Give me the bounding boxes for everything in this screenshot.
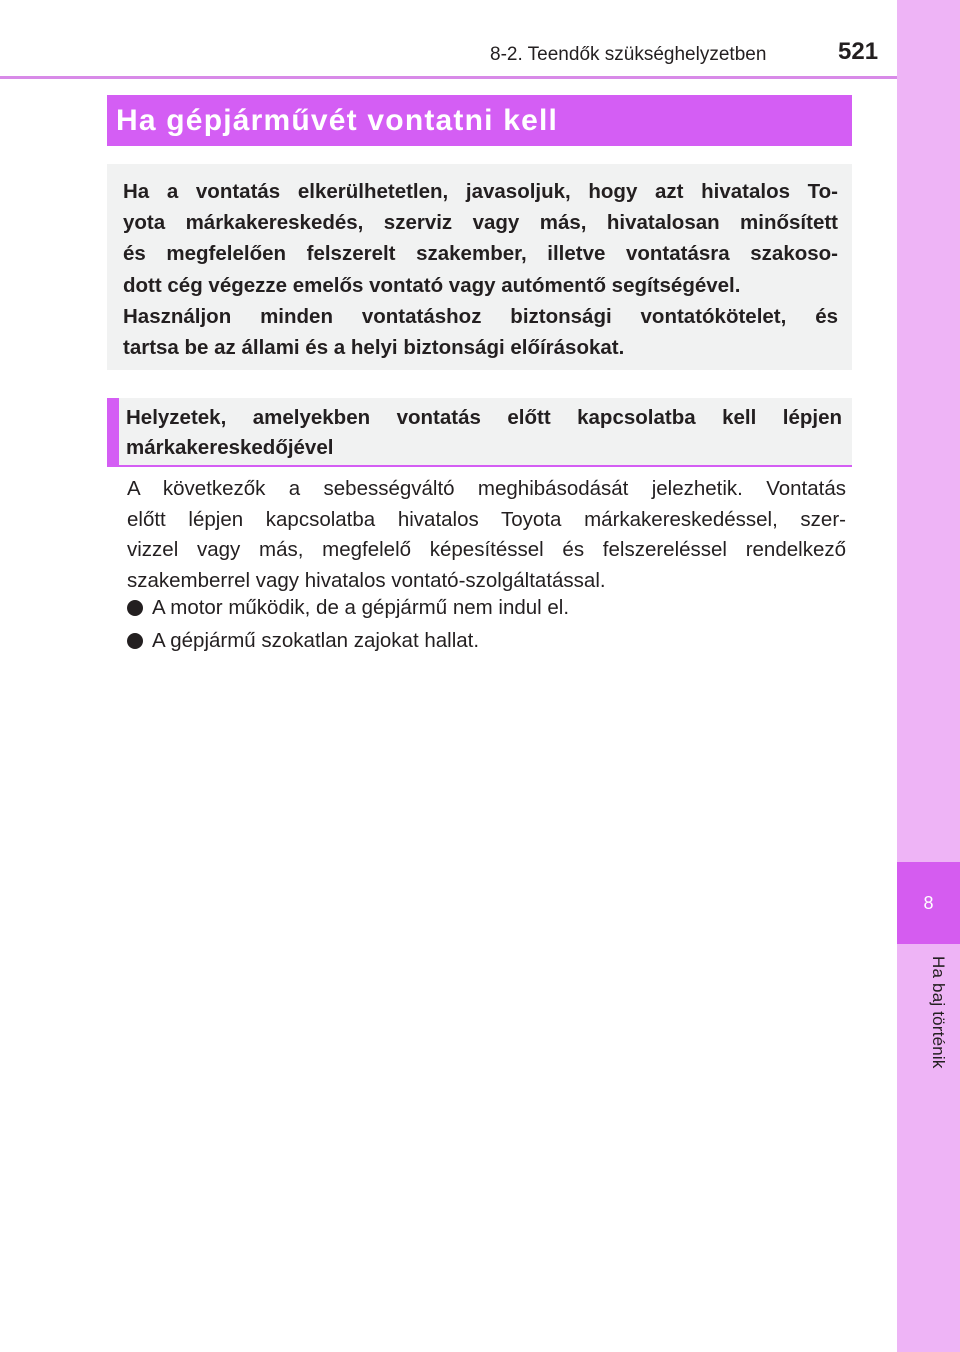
section-header: 8-2. Teendők szükséghelyzetben	[490, 44, 767, 65]
intro-line: Ha a vontatás elkerülhetetlen, javasoljuk, hogy azt hivatalos To-	[123, 180, 838, 203]
side-chapter-tab	[897, 0, 960, 1352]
intro-line: Használjon minden vontatáshoz biztonsági vontatókötelet, és	[123, 304, 838, 328]
chapter-label: Ha baj történik	[929, 956, 948, 1069]
bullet-text: A gépjármű szokatlan zajokat hallat.	[152, 629, 480, 652]
header-divider	[0, 76, 897, 79]
bullet-dot-icon	[127, 600, 143, 616]
page-number: 521	[838, 38, 879, 65]
intro-line: yota márkakereskedés, szerviz vagy más, hivatalosan minősített	[123, 211, 838, 235]
intro-line: és megfelelően felszerelt szakember, illetve vontatásra szakoso-	[123, 242, 838, 266]
chapter-number: 8	[897, 862, 960, 944]
intro-line: dott cég végezze emelős vontató vagy autómentő segítségével.	[123, 273, 741, 297]
bullet-text: A motor működik, de a gépjármű nem indul el.	[152, 596, 570, 619]
title-bar	[107, 95, 852, 146]
intro-line: tartsa be az állami és a helyi biztonsági előírásokat.	[123, 336, 625, 360]
intro-box	[107, 164, 852, 370]
page-title: Ha gépjárművét vontatni kell	[116, 103, 559, 137]
subheading-box	[107, 398, 852, 467]
bullet-item	[127, 596, 569, 620]
body-line: A következők a sebességváltó meghibásodását jelezhetik. Vontatás	[127, 477, 846, 500]
subheading-line: Helyzetek, amelyekben vontatás előtt kapcsolatba kell lépjen	[126, 406, 842, 429]
body-line: vizzel vagy más, megfelelő képesítéssel és felszereléssel rendelkező	[127, 538, 846, 561]
body-line: előtt lépjen kapcsolatba hivatalos Toyota márkakereskedéssel, szer-	[127, 507, 846, 531]
subheading-line: márkakereskedőjével	[126, 436, 334, 459]
body-paragraph	[127, 474, 846, 596]
body-line: szakemberrel vagy hivatalos vontató-szolgáltatással.	[127, 568, 606, 592]
bullet-item	[127, 629, 479, 653]
bullet-dot-icon	[127, 633, 143, 649]
